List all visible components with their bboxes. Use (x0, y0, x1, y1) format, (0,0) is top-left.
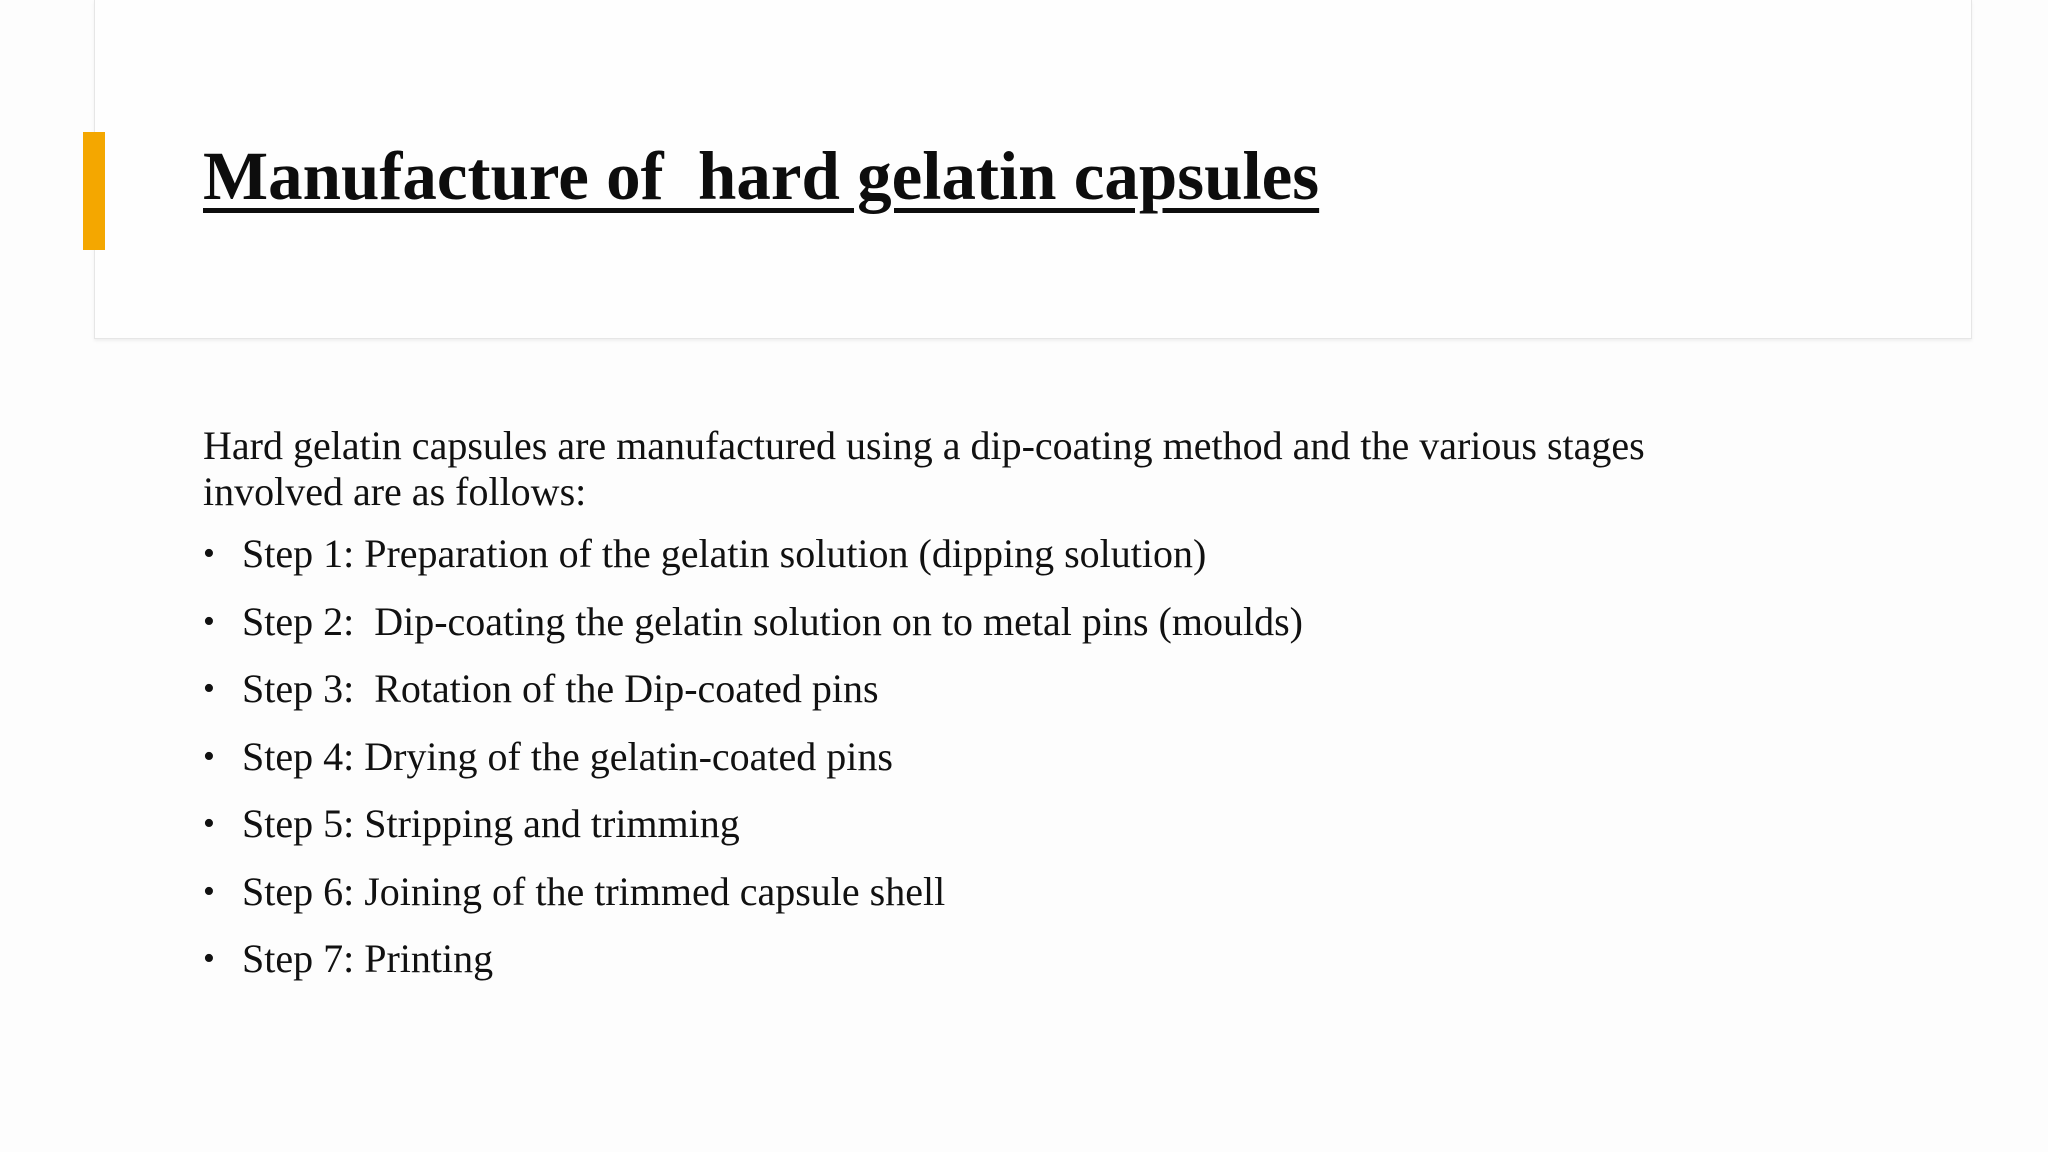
list-item (203, 531, 1903, 577)
bullet-icon: • (203, 805, 215, 842)
step-text: Step 6: Joining of the trimmed capsule shell (242, 868, 946, 914)
bullet-icon: • (203, 737, 215, 775)
bullet-icon: • (203, 670, 215, 707)
step-text: Step 5: Stripping and trimming (242, 801, 740, 846)
title-accent-bar (83, 132, 105, 250)
slide-body (203, 423, 1903, 1004)
intro-paragraph: Hard gelatin capsules are manufactured using a dip-coating method and the various stages involved are as follows: (203, 423, 1645, 514)
list-item (203, 599, 1903, 645)
list-item (203, 666, 1903, 712)
bullet-icon: • (203, 940, 215, 977)
slide-title: Manufacture of hard gelatin capsules (203, 138, 1320, 214)
step-text: Step 1: Preparation of the gelatin solution (dipping solution) (242, 531, 1207, 576)
step-text: Step 3: Rotation of the Dip-coated pins (242, 666, 879, 711)
list-item (203, 869, 1903, 915)
step-text: Step 4: Drying of the gelatin-coated pins (242, 733, 893, 779)
bullet-icon: • (203, 872, 215, 910)
list-item (203, 734, 1903, 780)
steps-list (203, 531, 1903, 982)
bullet-icon: • (203, 535, 215, 572)
list-item (203, 801, 1903, 847)
step-text: Step 2: Dip-coating the gelatin solution on to metal pins (moulds) (242, 598, 1303, 644)
bullet-icon: • (203, 602, 215, 640)
step-text: Step 7: Printing (242, 936, 494, 981)
list-item (203, 936, 1903, 982)
